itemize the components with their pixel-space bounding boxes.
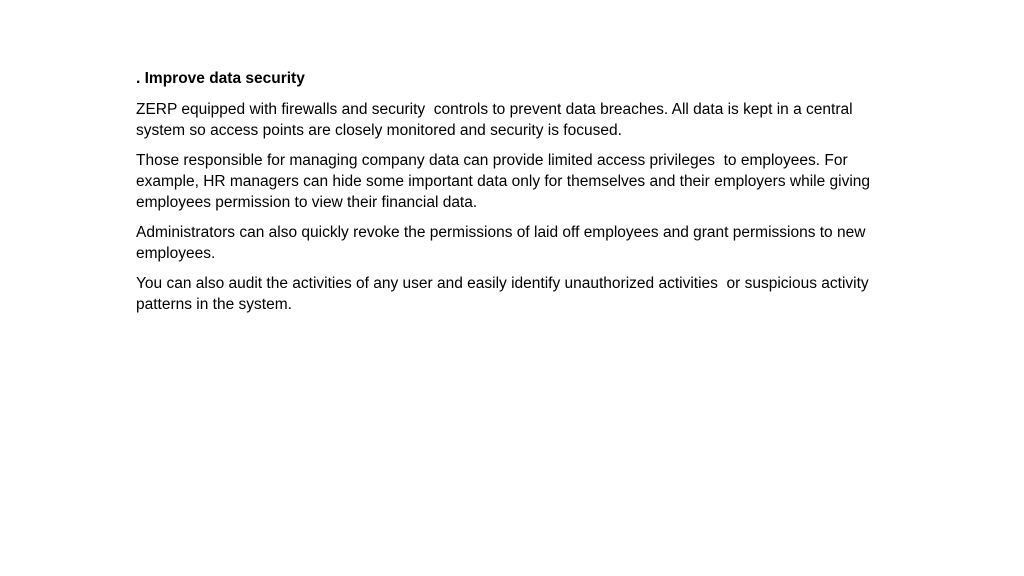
- paragraph-access-privileges: Those responsible for managing company data can provide limited access privileges to employees. For example, HR managers can hide some important data only for themselves and their employers while giving employees permission to view their financial data.: [136, 152, 875, 211]
- paragraph-audit-activities: You can also audit the activities of any user and easily identify unauthorized activities or suspicious activity patterns in the system.: [136, 275, 873, 313]
- paragraph-revoke-permissions: Administrators can also quickly revoke the permissions of laid off employees and grant permissions to new employees.: [136, 224, 870, 262]
- slide-content: [136, 68, 896, 324]
- slide-heading: . Improve data security: [136, 70, 305, 87]
- paragraph-firewalls: ZERP equipped with firewalls and security controls to prevent data breaches. All data is kept in a central system so access points are closely monitored and security is focused.: [136, 101, 857, 139]
